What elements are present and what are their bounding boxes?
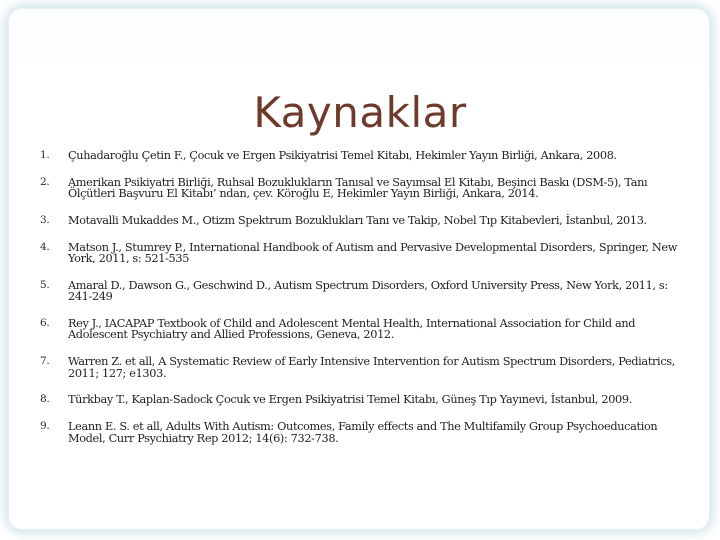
reference-text: Amaral D., Dawson G., Geschwind D., Autism Spectrum Disorders, Oxford University Press, New York, 2011, s: 241-249	[68, 278, 668, 304]
reference-item	[40, 421, 680, 444]
reference-text: Türkbay T., Kaplan-Sadock Çocuk ve Ergen Psikiyatrisi Temel Kitabı, Güneş Tıp Yayınevi, İstanbul, 2009.	[68, 393, 632, 407]
reference-item	[40, 150, 680, 162]
reference-text: Çuhadaroğlu Çetin F., Çocuk ve Ergen Psikiyatrisi Temel Kitabı, Hekimler Yayın Birliği, Ankara, 2008.	[68, 149, 617, 162]
slide-title: Kaynaklar	[253, 88, 467, 137]
reference-number: 2.	[40, 175, 50, 188]
reference-text: Matson J., Stumrey P., International Handbook of Autism and Pervasive Developmental Disorders, Springer, New York, 2011, s: 521-535	[68, 240, 678, 266]
reference-number: 1.	[40, 149, 50, 161]
reference-number: 3.	[40, 213, 50, 226]
reference-item	[40, 318, 680, 341]
reference-item	[40, 356, 680, 379]
reference-list	[40, 150, 680, 459]
reference-item	[40, 215, 680, 227]
reference-item	[40, 280, 680, 303]
reference-number: 4.	[40, 240, 50, 253]
reference-item	[40, 242, 680, 265]
reference-text: Rey J., IACAPAP Textbook of Child and Adolescent Mental Health, International Association for Child and Adolescent Psychiatry and Allied Professions, Geneva, 2012.	[68, 316, 636, 342]
reference-number: 5.	[40, 278, 50, 291]
reference-text: Leann E. S. et all, Adults With Autism: Outcomes, Family effects and The Multifamily Group Psychoeducation Model, Curr Psychiatry Rep 2012; 14(6): 732-738.	[68, 420, 658, 445]
reference-text: Warren Z. et all, A Systematic Review of Early Intensive Intervention for Autism Spectrum Disorders, Pediatrics, 2011; 127; e1303.	[68, 355, 675, 380]
reference-number: 8.	[40, 393, 50, 406]
reference-number: 9.	[40, 420, 50, 432]
reference-text: Amerikan Psikiyatri Birliği, Ruhsal Bozuklukların Tanısal ve Sayımsal El Kitabı, Beşinci Baskı (DSM-5), Tanı Ölçütleri Başvuru El Kitabı’ ndan, çev. Köroğlu E, Hekimler Yayın Birliği, Ankara, 2014.	[68, 175, 648, 201]
reference-text: Motavalli Mukaddes M., Otizm Spektrum Bozuklukları Tanı ve Takip, Nobel Tıp Kitabevleri, İstanbul, 2013.	[68, 213, 647, 227]
reference-number: 7.	[40, 355, 50, 368]
reference-number: 6.	[40, 316, 50, 329]
reference-item	[40, 177, 680, 200]
reference-item	[40, 394, 680, 406]
